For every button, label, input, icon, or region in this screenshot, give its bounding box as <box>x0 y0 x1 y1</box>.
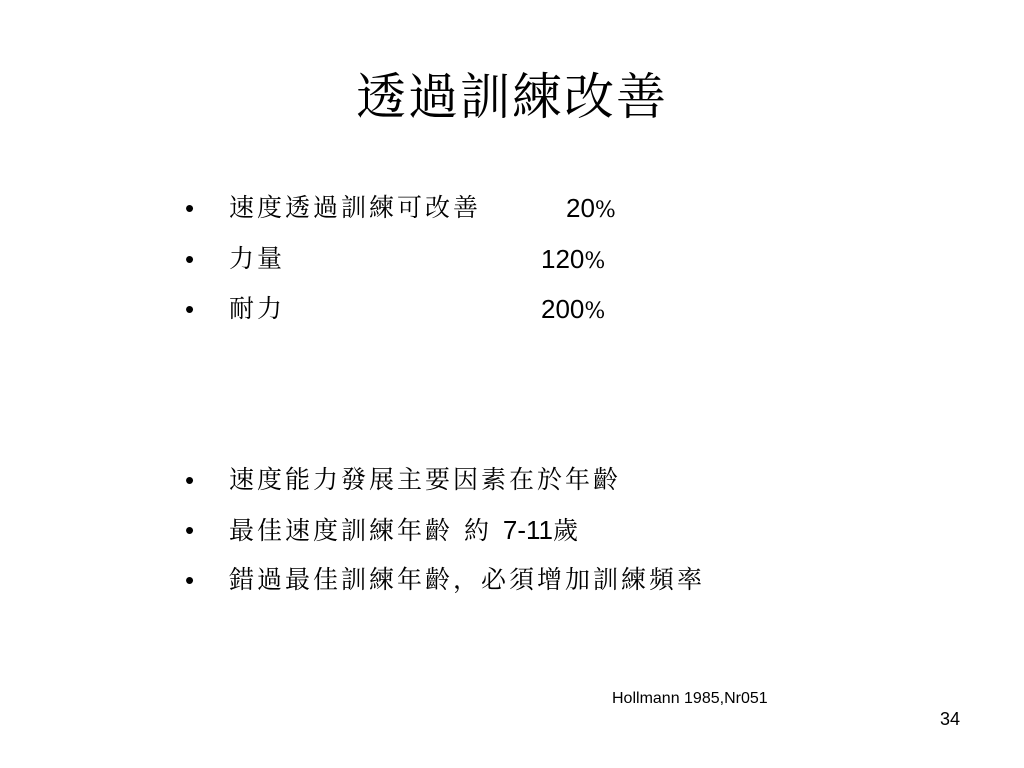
value-unit: % <box>594 198 616 223</box>
item-prefix: 最佳速度訓練年齡 約 <box>229 516 503 545</box>
item-value <box>541 287 605 334</box>
item-text: 錯過最佳訓練年齡，必須增加訓練頻率 <box>229 565 706 594</box>
slide-title: 透過訓練改善 <box>356 68 668 126</box>
bullet-icon: • <box>185 294 195 324</box>
citation: Hollmann 1985,Nr051 <box>612 690 768 707</box>
bullet-icon: • <box>185 465 195 495</box>
value-number: 200 <box>541 294 585 324</box>
age-range: 7-11 <box>502 515 554 545</box>
page-number: 34 <box>940 709 961 729</box>
bullet-icon: • <box>185 565 195 595</box>
value-unit: % <box>584 249 606 274</box>
item-value <box>566 186 616 233</box>
item-text: 速度能力發展主要因素在於年齡 <box>229 465 622 494</box>
item-value <box>541 237 605 284</box>
item-label: 力量 <box>229 244 286 273</box>
bullet-icon: • <box>185 244 195 274</box>
value-number: 120 <box>541 244 585 274</box>
value-number: 20 <box>566 193 595 223</box>
item-text <box>229 508 581 553</box>
item-label: 耐力 <box>229 294 286 323</box>
bullet-icon: • <box>185 515 195 545</box>
bullet-icon: • <box>185 193 195 223</box>
value-unit: % <box>584 299 606 324</box>
item-label: 速度透過訓練可改善 <box>229 193 482 222</box>
item-suffix: 歲 <box>553 516 582 545</box>
